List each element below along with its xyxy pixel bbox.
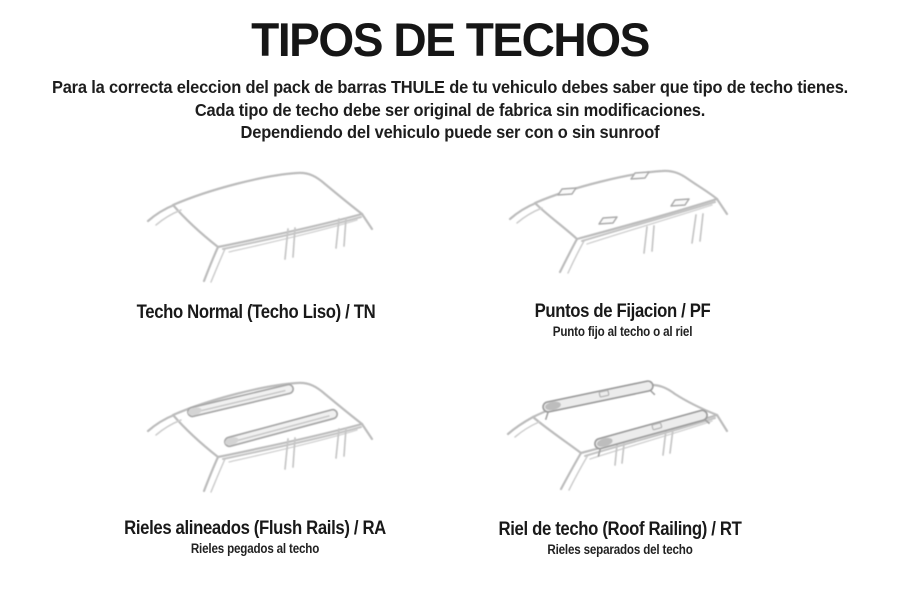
roof-type-label-rt: Riel de techo (Roof Railing) / RT	[498, 519, 742, 540]
roof-type-card-ra	[55, 372, 455, 556]
roof-type-sublabel-ra: Rieles pegados al techo	[190, 541, 320, 556]
roof-railing-roof-illustration	[420, 368, 820, 514]
fixpoint-roof-illustration	[425, 160, 820, 300]
roof-type-sublabel-rt: Rieles separados del techo	[547, 542, 693, 557]
roof-type-label-ra: Rieles alineados (Flush Rails) / RA	[124, 518, 386, 539]
roof-type-card-pf	[425, 160, 820, 339]
intro-line-3: Dependiendo del vehiculo puede ser con o sin sunroof	[240, 122, 660, 142]
roof-type-card-rt	[420, 368, 820, 557]
plain-roof-illustration	[60, 162, 452, 300]
roof-type-label-pf: Puntos de Fijacion / PF	[534, 301, 711, 322]
flush-rails-roof-illustration	[55, 372, 455, 518]
roof-type-label-tn: Techo Normal (Techo Liso) / TN	[136, 302, 376, 323]
roof-type-sublabel-pf: Punto fijo al techo o al riel	[552, 324, 693, 339]
intro-line-1: Para la correcta eleccion del pack de barras THULE de tu vehiculo debes saber que tipo de techo tienes.	[51, 77, 849, 97]
raised-roof-rails	[542, 380, 710, 456]
intro-line-2: Cada tipo de techo debe ser original de fabrica sin modificaciones.	[194, 99, 706, 120]
intro-text	[27, 76, 873, 144]
roof-type-card-tn	[60, 162, 452, 324]
page-title: TIPOS DE TECHOS	[251, 13, 649, 66]
